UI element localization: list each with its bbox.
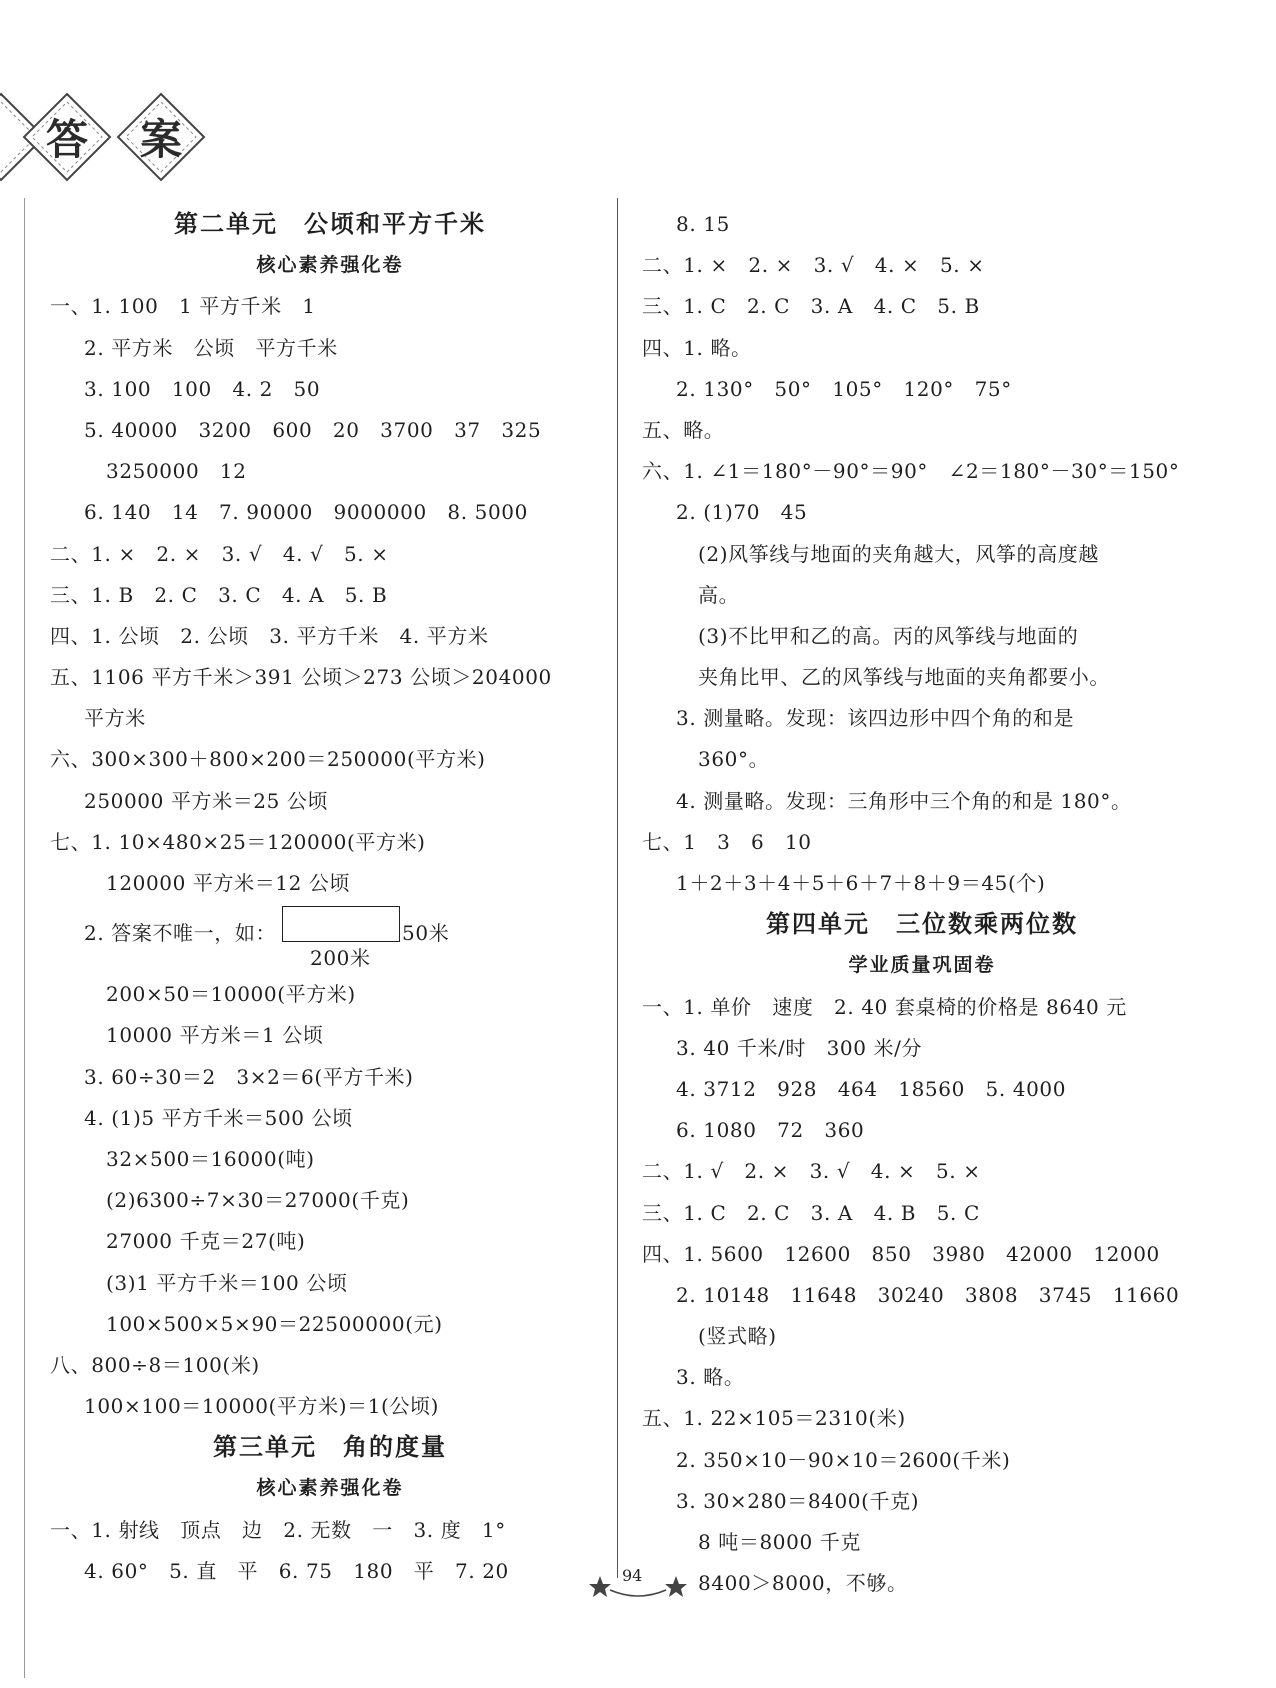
- answer-line: 三、1. C 2. C 3. A 4. B 5. C: [642, 1200, 980, 1225]
- answer-line: 夹角比甲、乙的风筝线与地面的夹角都要小。: [698, 665, 1110, 690]
- answer-line: 高。: [698, 582, 740, 607]
- left-column: [50, 204, 610, 1592]
- answer-line: 五、1. 22×105＝2310(米): [642, 1406, 906, 1431]
- answer-header: [0, 92, 300, 190]
- answer-line: 3. 测量略。发现：该四边形中四个角的和是: [676, 706, 1075, 731]
- answer-line: 七、1 3 6 10: [642, 829, 812, 854]
- answer-line: 200×50＝10000(平方米): [106, 982, 356, 1007]
- answer-line: 100×500×5×90＝22500000(元): [106, 1311, 443, 1336]
- answer-line: 平方米: [84, 706, 146, 731]
- section-subtitle: 学业质量巩固卷: [848, 954, 996, 977]
- answer-line: 4. 测量略。发现：三角形中三个角的和是 180°。: [676, 788, 1132, 813]
- answer-line: 10000 平方米＝1 公顷: [106, 1023, 324, 1048]
- answer-line: (3)1 平方千米＝100 公顷: [106, 1270, 348, 1295]
- header-char: 答: [45, 115, 88, 164]
- answer-line: 3. 略。: [676, 1365, 745, 1390]
- answer-line: 5. 40000 3200 600 20 3700 37 325: [84, 417, 542, 442]
- answer-line: 四、1. 5600 12600 850 3980 42000 12000: [642, 1241, 1160, 1266]
- answer-line: 4. 3712 928 464 18560 5. 4000: [676, 1076, 1067, 1101]
- answer-line: (竖式略): [698, 1324, 777, 1349]
- answer-line: 一、1. 100 1 平方千米 1: [50, 294, 316, 319]
- answer-line: 2. (1)70 45: [676, 500, 808, 525]
- column-divider: [617, 198, 618, 1578]
- answer-line: 8 吨＝8000 千克: [698, 1530, 861, 1554]
- answer-line: 8. 15: [676, 212, 730, 236]
- answer-line: 120000 平方米＝12 公顷: [106, 871, 351, 895]
- answer-text: 2. 答案不唯一，如：: [84, 921, 277, 946]
- header-char-badge: [22, 92, 112, 182]
- answer-line: 三、1. B 2. C 3. C 4. A 5. B: [50, 582, 388, 607]
- answer-line: 2. 130° 50° 105° 120° 75°: [676, 376, 1012, 401]
- page-footer: [0, 1560, 1276, 1600]
- answer-line: (3)不比甲和乙的高。丙的风筝线与地面的: [698, 623, 1079, 648]
- answer-line: 100×100＝10000(平方米)＝1(公顷): [84, 1394, 440, 1419]
- answer-line: 27000 千克＝27(吨): [106, 1229, 306, 1254]
- unit-title: 第四单元 三位数乘两位数: [766, 910, 1078, 939]
- unit-title: 第二单元 公顷和平方千米: [174, 210, 486, 238]
- answer-line: 8400＞8000，不够。: [698, 1571, 908, 1596]
- answer-line: 1＋2＋3＋4＋5＋6＋7＋8＋9＝45(个): [676, 871, 1046, 895]
- answer-line: 4. 60° 5. 直 平 6. 75 180 平 7. 20: [84, 1558, 509, 1583]
- answer-line: 3. 30×280＝8400(千克): [676, 1488, 920, 1513]
- answer-line: 3. 60÷30＝2 3×2＝6(平方千米): [84, 1064, 414, 1089]
- answer-line: 4. (1)5 平方千米＝500 公顷: [84, 1105, 353, 1130]
- answer-line: 八、800÷8＝100(米): [50, 1352, 260, 1377]
- unit-title: 第三单元 角的度量: [213, 1433, 447, 1462]
- answer-line: (2)6300÷7×30＝27000(千克): [106, 1188, 410, 1213]
- header-char: 案: [139, 115, 182, 164]
- answer-line: 四、1. 略。: [642, 335, 752, 360]
- section-subtitle: 核心素养强化卷: [256, 254, 404, 277]
- answer-line: 六、1. ∠1＝180°－90°＝90° ∠2＝180°－30°＝150°: [642, 459, 1180, 484]
- answer-line: 2. 350×10－90×10＝2600(千米): [676, 1447, 1011, 1472]
- answer-line: 二、1. × 2. × 3. √ 4. √ 5. ×: [50, 541, 389, 566]
- answer-line: 2. 10148 11648 30240 3808 3745 11660: [676, 1282, 1180, 1307]
- answer-line: 五、1106 平方千米＞391 公顷＞273 公顷＞204000: [50, 665, 552, 690]
- left-margin-rule: [24, 198, 25, 1678]
- answer-line: 360°。: [698, 747, 770, 772]
- answer-line: (2)风筝线与地面的夹角越大，风筝的高度越: [698, 541, 1099, 566]
- answer-line: 七、1. 10×480×25＝120000(平方米): [50, 829, 426, 854]
- section-subtitle: 核心素养强化卷: [256, 1477, 404, 1500]
- answer-line: 三、1. C 2. C 3. A 4. C 5. B: [642, 294, 980, 319]
- answer-line: 6. 1080 72 360: [676, 1118, 865, 1143]
- answer-line: 6. 140 14 7. 90000 9000000 8. 5000: [84, 500, 528, 525]
- answer-line: 250000 平方米＝25 公顷: [84, 788, 329, 813]
- answer-line: 二、1. √ 2. × 3. √ 4. × 5. ×: [642, 1159, 981, 1184]
- page-number: 94: [622, 1566, 643, 1585]
- answer-line: 32×500＝16000(吨): [106, 1146, 315, 1171]
- rectangle-height-label: 50米: [402, 921, 450, 946]
- header-char-badge: [116, 92, 206, 182]
- answer-line: 六、300×300＋800×200＝250000(平方米): [50, 747, 486, 772]
- answer-line: 一、1. 单价 速度 2. 40 套桌椅的价格是 8640 元: [642, 994, 1127, 1019]
- answer-line: 五、略。: [642, 417, 725, 442]
- answer-line: 3250000 12: [106, 459, 247, 484]
- answer-line: 3. 40 千米/时 300 米/分: [676, 1035, 923, 1060]
- right-column: [642, 204, 1202, 1604]
- answer-line-with-figure: [50, 904, 610, 974]
- rectangle-figure: [282, 906, 400, 942]
- rectangle-width-label: 200米: [310, 946, 371, 971]
- answer-line: 一、1. 射线 顶点 边 2. 无数 一 3. 度 1°: [50, 1517, 506, 1542]
- answer-line: 四、1. 公顷 2. 公顷 3. 平方千米 4. 平方米: [50, 623, 489, 648]
- answer-line: 二、1. × 2. × 3. √ 4. × 5. ×: [642, 253, 985, 278]
- answer-line: 2. 平方米 公顷 平方千米: [84, 335, 338, 360]
- answer-line: 3. 100 100 4. 2 50: [84, 376, 321, 401]
